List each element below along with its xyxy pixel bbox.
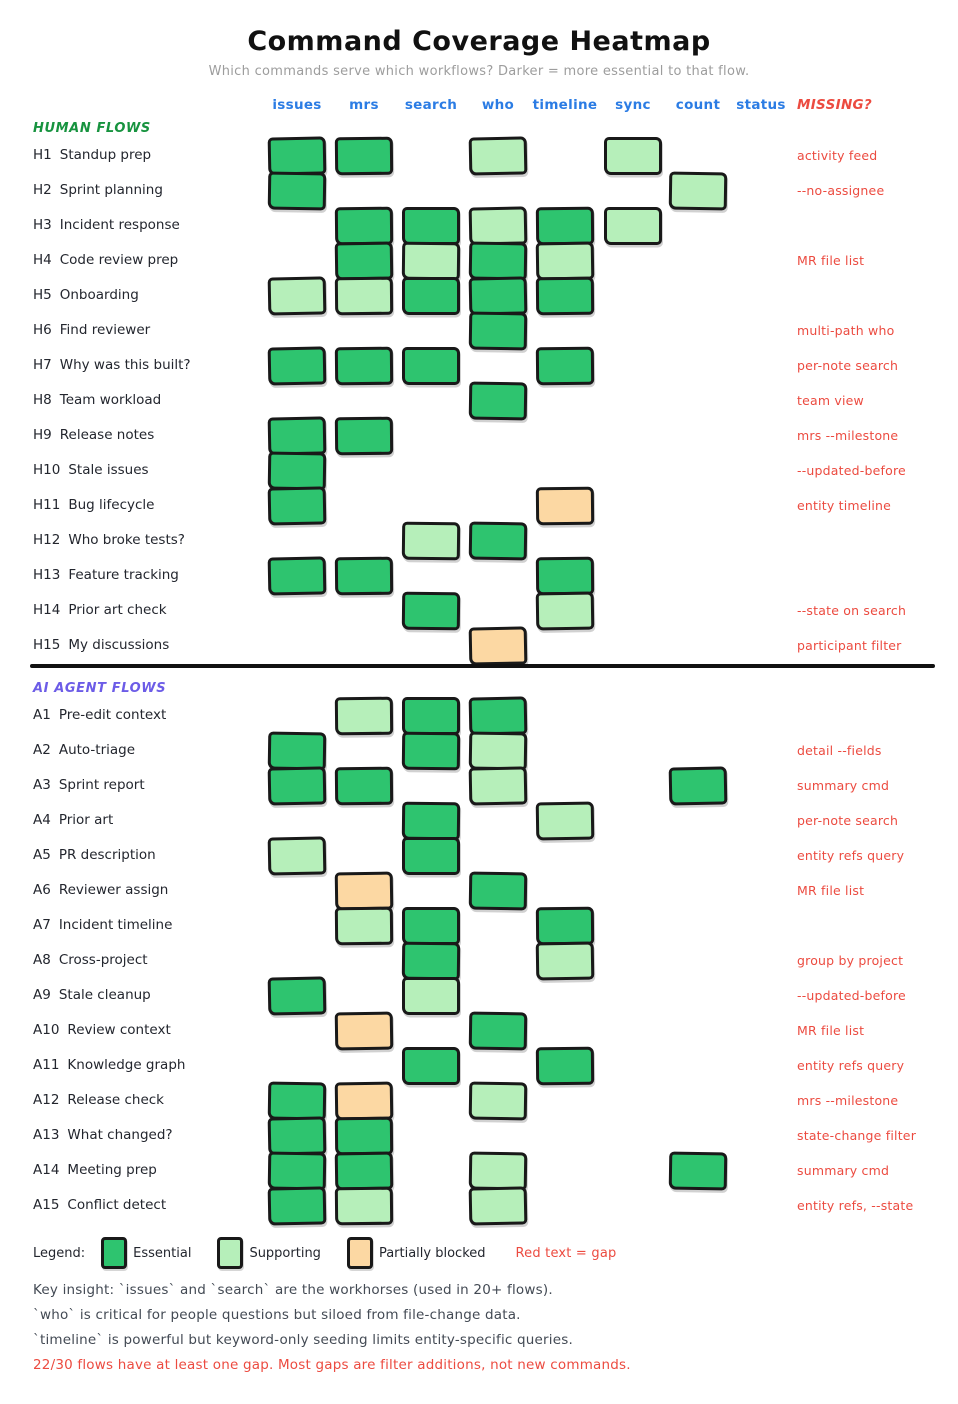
heat-cell-essential — [335, 207, 393, 246]
missing-gap-note: MR file list — [797, 1023, 865, 1038]
heat-cell-supporting — [604, 137, 662, 175]
flow-name: Review context — [67, 1022, 171, 1038]
legend — [33, 1237, 616, 1269]
missing-gap-note: mrs --milestone — [797, 1093, 899, 1108]
flow-name: Release check — [67, 1092, 164, 1108]
flow-name: Knowledge graph — [67, 1057, 186, 1073]
heat-cell-essential — [669, 766, 728, 805]
flow-id: H11 — [33, 497, 61, 513]
flow-name: Incident response — [59, 217, 180, 233]
flow-row-label — [33, 1162, 157, 1179]
heat-cell-essential — [402, 837, 460, 875]
flow-row-label — [33, 147, 151, 164]
heat-cell-essential — [335, 1152, 394, 1191]
heat-cell-essential — [268, 1082, 327, 1121]
flow-name: Stale cleanup — [58, 987, 151, 1003]
legend-item-label: Supporting — [249, 1245, 321, 1261]
flow-name: Reviewer assign — [58, 882, 169, 898]
column-header-status: status — [736, 97, 786, 113]
heat-cell-supporting — [536, 592, 595, 631]
heat-cell-essential — [335, 557, 393, 596]
heat-cell-essential — [536, 557, 594, 596]
insight-note: 22/30 flows have at least one gap. Most gaps are filter additions, not new commands. — [33, 1357, 631, 1373]
heat-cell-essential — [402, 697, 460, 735]
flow-row-label — [33, 1127, 173, 1144]
flow-name: Prior art check — [68, 602, 167, 618]
flow-name: Stale issues — [68, 462, 149, 478]
flow-row-label — [33, 987, 151, 1004]
flow-id: H1 — [33, 147, 52, 163]
flow-name: Meeting prep — [67, 1162, 157, 1178]
chart-title: Command Coverage Heatmap — [247, 26, 711, 57]
heat-cell-essential — [402, 907, 460, 945]
heat-cell-supporting — [604, 207, 662, 245]
heat-cell-supporting — [536, 942, 595, 981]
legend-item-blocked — [347, 1237, 486, 1269]
flow-row-label — [33, 1022, 171, 1039]
heat-cell-essential — [268, 136, 327, 175]
heat-cell-essential — [402, 732, 460, 771]
heat-cell-essential — [335, 767, 393, 806]
flow-id: H9 — [33, 427, 52, 443]
missing-gap-note: entity timeline — [797, 498, 892, 513]
flow-id: H2 — [33, 182, 52, 198]
flow-name: Standup prep — [59, 147, 152, 163]
flow-name: Prior art — [58, 812, 114, 828]
flow-id: H7 — [33, 357, 52, 373]
flow-name: Sprint planning — [59, 182, 163, 198]
flow-id: A7 — [33, 917, 51, 933]
column-header-issues: issues — [272, 97, 322, 113]
heat-cell-essential — [268, 346, 327, 385]
flow-name: Why was this built? — [59, 357, 191, 373]
flow-row-label — [33, 742, 135, 759]
flow-name: PR description — [58, 847, 156, 863]
flow-row-label — [33, 882, 168, 899]
heat-cell-blocked — [335, 1082, 394, 1121]
heat-cell-essential — [469, 522, 528, 561]
heat-cell-essential — [669, 1152, 728, 1191]
flow-id: A8 — [33, 952, 51, 968]
column-header-missing: MISSING? — [797, 97, 873, 113]
section-label-agent: AI AGENT FLOWS — [33, 681, 167, 696]
flow-row-label — [33, 217, 180, 234]
flow-id: H12 — [33, 532, 61, 548]
flow-name: What changed? — [67, 1127, 173, 1143]
legend-item-label: Essential — [133, 1245, 192, 1261]
missing-gap-note: entity refs, --state — [797, 1198, 914, 1213]
missing-gap-note: team view — [797, 393, 864, 408]
flow-id: H14 — [33, 602, 61, 618]
missing-gap-note: activity feed — [797, 148, 878, 163]
legend-swatch-essential — [101, 1237, 127, 1269]
flow-name: My discussions — [68, 637, 170, 653]
flow-name: Release notes — [59, 427, 155, 443]
missing-gap-note: detail --fields — [797, 743, 882, 758]
heat-cell-blocked — [536, 487, 594, 526]
heat-cell-essential — [268, 976, 327, 1015]
heat-cell-supporting — [268, 276, 327, 315]
missing-gap-note: per-note search — [797, 358, 899, 373]
flow-id: A6 — [33, 882, 51, 898]
flow-row-label — [33, 252, 178, 269]
missing-gap-note: MR file list — [797, 253, 865, 268]
heat-cell-supporting — [469, 1186, 528, 1225]
heat-cell-essential — [335, 1117, 393, 1156]
heat-cell-essential — [469, 276, 528, 315]
flow-id: H13 — [33, 567, 61, 583]
heat-cell-essential — [469, 382, 528, 421]
heat-cell-essential — [402, 592, 460, 631]
flow-row-label — [33, 1197, 166, 1214]
section-divider — [30, 664, 935, 668]
flow-name: Team workload — [59, 392, 162, 408]
missing-gap-note: per-note search — [797, 813, 899, 828]
flow-name: Feature tracking — [68, 567, 179, 583]
heat-cell-essential — [536, 907, 594, 946]
flow-row-label — [33, 707, 166, 724]
flow-id: H15 — [33, 637, 61, 653]
heat-cell-supporting — [469, 136, 528, 175]
missing-gap-note: participant filter — [797, 638, 902, 653]
flow-row-label — [33, 287, 139, 304]
column-header-who: who — [481, 97, 515, 113]
heat-cell-essential — [402, 207, 460, 245]
heat-cell-essential — [402, 347, 460, 385]
section-label-human: HUMAN FLOWS — [33, 121, 151, 136]
flow-id: A1 — [33, 707, 51, 723]
heat-cell-supporting — [669, 172, 728, 211]
flow-row-label — [33, 182, 163, 199]
heat-cell-essential — [268, 732, 327, 771]
flow-name: Who broke tests? — [68, 532, 185, 548]
missing-gap-note: group by project — [797, 953, 904, 968]
heat-cell-supporting — [536, 802, 595, 841]
flow-name: Find reviewer — [59, 322, 151, 338]
heat-cell-essential — [469, 242, 528, 281]
heat-cell-supporting — [469, 206, 528, 245]
column-header-count: count — [675, 97, 721, 113]
flow-row-label — [33, 602, 167, 619]
flow-id: A2 — [33, 742, 51, 758]
heat-cell-essential — [268, 416, 327, 455]
heat-cell-essential — [469, 696, 528, 735]
flow-id: H10 — [33, 462, 61, 478]
flow-id: H3 — [33, 217, 52, 233]
column-header-search: search — [404, 97, 458, 113]
insight-note: Key insight: `issues` and `search` are the workhorses (used in 20+ flows). — [33, 1282, 553, 1298]
heat-cell-supporting — [469, 732, 528, 771]
flow-row-label — [33, 322, 150, 339]
column-header-mrs: mrs — [349, 97, 379, 113]
heat-cell-supporting — [335, 277, 393, 316]
heat-cell-supporting — [402, 522, 460, 561]
heat-cell-essential — [268, 452, 327, 491]
heat-cell-supporting — [469, 766, 528, 805]
column-header-sync: sync — [615, 97, 651, 113]
flow-name: Cross-project — [58, 952, 148, 968]
flow-name: Onboarding — [59, 287, 139, 303]
missing-gap-note: --state on search — [797, 603, 907, 618]
flow-id: A13 — [33, 1127, 60, 1143]
legend-item-supporting — [217, 1237, 321, 1269]
missing-gap-note: entity refs query — [797, 848, 905, 863]
flow-row-label — [33, 1092, 164, 1109]
heat-cell-essential — [268, 486, 327, 525]
legend-swatch-supporting — [217, 1237, 243, 1269]
flow-name: Sprint report — [58, 777, 145, 793]
missing-gap-note: --updated-before — [797, 463, 906, 478]
missing-gap-note: multi-path who — [797, 323, 895, 338]
flow-row-label — [33, 427, 154, 444]
flow-name: Bug lifecycle — [68, 497, 155, 513]
heat-cell-essential — [335, 347, 393, 386]
heat-cell-essential — [335, 137, 393, 176]
missing-gap-note: summary cmd — [797, 778, 890, 793]
heat-cell-essential — [469, 1012, 528, 1051]
flow-row-label — [33, 567, 179, 584]
heat-cell-essential — [402, 277, 460, 315]
flow-name: Incident timeline — [58, 917, 173, 933]
insight-note: `who` is critical for people questions but siloed from file-change data. — [33, 1307, 521, 1323]
flow-id: A10 — [33, 1022, 60, 1038]
heat-cell-supporting — [335, 1187, 393, 1226]
flow-id: A11 — [33, 1057, 60, 1073]
heat-cell-supporting — [402, 977, 460, 1015]
heat-cell-supporting — [402, 242, 460, 281]
heat-cell-blocked — [469, 626, 528, 665]
heat-cell-supporting — [469, 1082, 528, 1121]
flow-name: Auto-triage — [58, 742, 136, 758]
legend-item-essential — [101, 1237, 191, 1269]
column-header-timeline: timeline — [532, 97, 598, 113]
missing-gap-note: state-change filter — [797, 1128, 917, 1143]
flow-id: A9 — [33, 987, 51, 1003]
flow-id: H5 — [33, 287, 52, 303]
flow-id: A14 — [33, 1162, 60, 1178]
missing-gap-note: summary cmd — [797, 1163, 890, 1178]
flow-row-label — [33, 777, 145, 794]
heat-cell-blocked — [335, 1012, 394, 1051]
flow-name: Code review prep — [59, 252, 179, 268]
flow-row-label — [33, 1057, 185, 1074]
heat-cell-supporting — [268, 836, 327, 875]
flow-name: Pre-edit context — [58, 707, 167, 723]
heat-cell-essential — [268, 556, 327, 595]
heat-cell-blocked — [335, 872, 394, 911]
heat-cell-essential — [469, 312, 528, 351]
heat-cell-essential — [536, 207, 594, 246]
missing-gap-note: mrs --milestone — [797, 428, 899, 443]
legend-gap-note: Red text = gap — [515, 1245, 617, 1261]
heat-cell-essential — [268, 766, 327, 805]
flow-id: A4 — [33, 812, 51, 828]
heat-cell-essential — [536, 277, 594, 316]
missing-gap-note: MR file list — [797, 883, 865, 898]
flow-row-label — [33, 462, 149, 479]
heat-cell-essential — [536, 1047, 594, 1086]
heat-cell-essential — [335, 417, 393, 456]
flow-id: A15 — [33, 1197, 60, 1213]
chart-subtitle: Which commands serve which workflows? Darker = more essential to that flow. — [208, 64, 750, 79]
heat-cell-essential — [536, 347, 594, 386]
heat-cell-supporting — [536, 242, 595, 281]
missing-gap-note: entity refs query — [797, 1058, 905, 1073]
heat-cell-essential — [268, 1116, 327, 1155]
flow-id: A12 — [33, 1092, 60, 1108]
missing-gap-note: --no-assignee — [797, 183, 885, 198]
missing-gap-note: --updated-before — [797, 988, 906, 1003]
flow-row-label — [33, 847, 156, 864]
flow-row-label — [33, 532, 185, 549]
heat-cell-supporting — [469, 1152, 528, 1191]
insight-note: `timeline` is powerful but keyword-only seeding limits entity-specific queries. — [33, 1332, 573, 1348]
heat-cell-supporting — [335, 907, 393, 946]
heat-cell-essential — [469, 872, 528, 911]
flow-row-label — [33, 812, 113, 829]
heat-cell-essential — [268, 1152, 327, 1191]
flow-name: Conflict detect — [67, 1197, 167, 1213]
flow-row-label — [33, 497, 154, 514]
flow-row-label — [33, 952, 148, 969]
flow-row-label — [33, 917, 172, 934]
heat-cell-essential — [268, 1186, 327, 1225]
heat-cell-essential — [402, 942, 460, 981]
flow-row-label — [33, 357, 191, 374]
legend-item-label: Partially blocked — [378, 1245, 486, 1261]
flow-row-label — [33, 392, 161, 409]
heat-cell-essential — [402, 1047, 460, 1085]
flow-id: H4 — [33, 252, 52, 268]
legend-title: Legend: — [33, 1245, 86, 1261]
flow-id: H8 — [33, 392, 52, 408]
legend-swatch-blocked — [347, 1237, 373, 1269]
flow-id: A5 — [33, 847, 51, 863]
heat-cell-essential — [268, 172, 327, 211]
flow-id: A3 — [33, 777, 51, 793]
flow-row-label — [33, 637, 169, 654]
heat-cell-supporting — [335, 697, 393, 736]
flow-id: H6 — [33, 322, 52, 338]
heat-cell-essential — [402, 802, 460, 841]
heat-cell-essential — [335, 242, 394, 281]
